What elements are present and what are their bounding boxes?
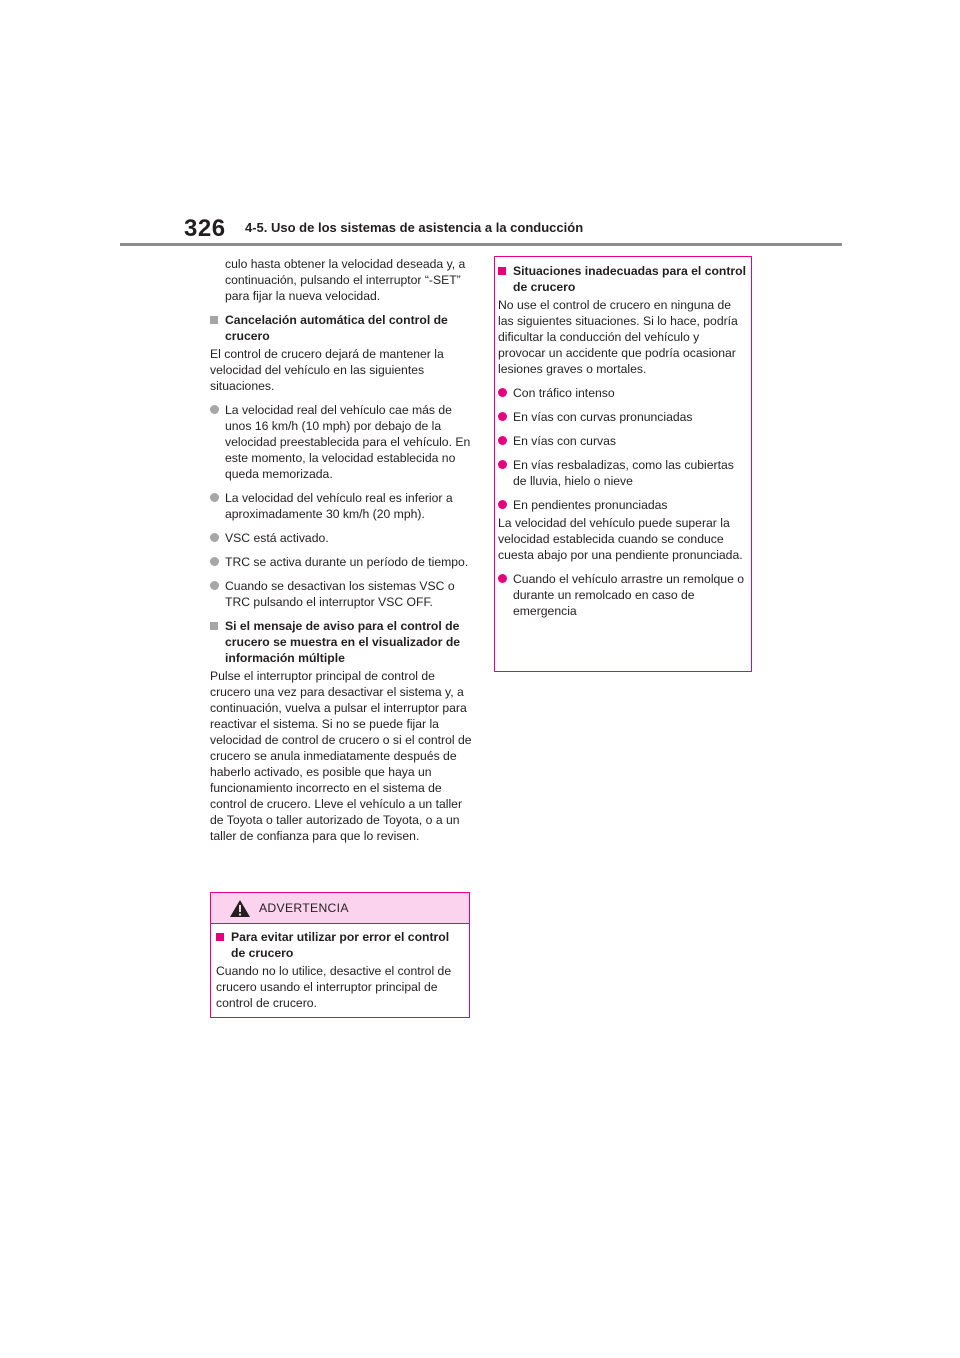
list-item bbox=[210, 554, 472, 570]
list-item bbox=[498, 433, 749, 449]
warning-box bbox=[210, 892, 470, 1018]
paragraph: El control de crucero dejará de mantener la velocidad del vehículo en las siguientes situaciones. bbox=[210, 347, 444, 393]
warning-text: Cuando no lo utilice, desactive el control de crucero usando el interruptor principal de control de crucero. bbox=[216, 964, 452, 1010]
page-number: 326 bbox=[184, 215, 226, 242]
list-item-text: VSC está activado. bbox=[225, 531, 329, 545]
list-item-text: La velocidad del vehículo real es inferior a aproximadamente 30 km/h (20 mph). bbox=[225, 491, 453, 521]
list-item bbox=[210, 490, 472, 522]
list-item-text: En pendientes pronunciadas bbox=[513, 498, 668, 512]
left-column bbox=[210, 256, 472, 852]
list-item-text: En vías con curvas bbox=[513, 434, 616, 448]
header-rule bbox=[120, 243, 842, 246]
warning-triangle-icon bbox=[229, 899, 251, 918]
warning-heading-text: Para evitar utilizar por error el control de crucero bbox=[231, 930, 450, 960]
list-item-text: La velocidad real del vehículo cae más de unos 16 km/h (10 mph) por debajo de la velocidad preestablecida para el vehículo. En este momento, la velocidad establecida no queda memorizada. bbox=[225, 403, 471, 481]
list-item bbox=[498, 385, 749, 401]
circle-bullet-icon bbox=[498, 436, 507, 445]
intro-text: culo hasta obtener la velocidad deseada y, a continuación, pulsando el interruptor “-SET” para fijar la nueva velocidad. bbox=[225, 257, 466, 303]
section-heading-text: Si el mensaje de aviso para el control de crucero se muestra en el visualizador de información múltiple bbox=[225, 619, 461, 665]
list-item-text: Cuando el vehículo arrastre un remolque o durante un remolcado en caso de emergencia bbox=[513, 572, 745, 618]
circle-bullet-icon bbox=[498, 412, 507, 421]
caution-box bbox=[494, 256, 752, 672]
list-item-text: En vías resbaladizas, como las cubiertas de lluvia, hielo o nieve bbox=[513, 458, 734, 488]
list-item bbox=[498, 409, 749, 425]
circle-bullet-icon bbox=[498, 460, 507, 469]
section-heading bbox=[210, 618, 472, 666]
circle-bullet-icon bbox=[498, 574, 507, 583]
circle-bullet-icon bbox=[210, 405, 219, 414]
circle-bullet-icon bbox=[210, 581, 219, 590]
caution-heading-text: Situaciones inadecuadas para el control de crucero bbox=[513, 264, 746, 294]
circle-bullet-icon bbox=[210, 557, 219, 566]
caution-heading bbox=[498, 263, 749, 295]
list-item bbox=[210, 530, 472, 546]
square-bullet-icon bbox=[210, 316, 218, 324]
section-heading-text: Cancelación automática del control de crucero bbox=[225, 313, 448, 343]
list-item bbox=[498, 571, 749, 619]
circle-bullet-icon bbox=[498, 500, 507, 509]
list-item-text: En vías con curvas pronunciadas bbox=[513, 410, 693, 424]
list-item bbox=[210, 402, 472, 482]
square-bullet-icon bbox=[216, 933, 224, 941]
circle-bullet-icon bbox=[210, 493, 219, 502]
square-bullet-icon bbox=[210, 622, 218, 630]
caution-text: No use el control de crucero en ninguna de las siguientes situaciones. Si lo hace, podría dificultar la conducción del vehículo y provocar un accidente que podría ocasionar lesiones graves o mortales. bbox=[498, 298, 738, 376]
list-item-text: Cuando se desactivan los sistemas VSC o TRC pulsando el interruptor VSC OFF. bbox=[225, 579, 455, 609]
warning-header bbox=[211, 893, 469, 924]
list-item bbox=[210, 578, 472, 610]
square-bullet-icon bbox=[498, 267, 506, 275]
list-item-text: TRC se activa durante un período de tiempo. bbox=[225, 555, 469, 569]
warning-title: ADVERTENCIA bbox=[259, 901, 349, 915]
paragraph: Pulse el interruptor principal de control de crucero una vez para desactivar el sistema y, a continuación, vuelva a pulsar el interruptor para reactivar el sistema. Si no se puede fijar la velocidad de control de crucero o si el control de crucero se anula inmediatamente después de haberlo activado, es posible que haya un funcionamiento incorrecto en el sistema de control de crucero. Lleve el vehículo a un taller de Toyota o taller autorizado de Toyota, o a un taller de confianza para que lo revisen. bbox=[210, 669, 472, 843]
list-item bbox=[498, 497, 749, 513]
circle-bullet-icon bbox=[498, 388, 507, 397]
slope-text: La velocidad del vehículo puede superar la velocidad establecida cuando se conduce cuesta abajo por una pendiente pronunciada. bbox=[498, 516, 743, 562]
circle-bullet-icon bbox=[210, 533, 219, 542]
section-heading bbox=[210, 312, 472, 344]
warning-heading bbox=[216, 929, 464, 961]
list-item-text: Con tráfico intenso bbox=[513, 386, 615, 400]
section-title: 4-5. Uso de los sistemas de asistencia a la conducción bbox=[245, 220, 584, 235]
list-item bbox=[498, 457, 749, 489]
